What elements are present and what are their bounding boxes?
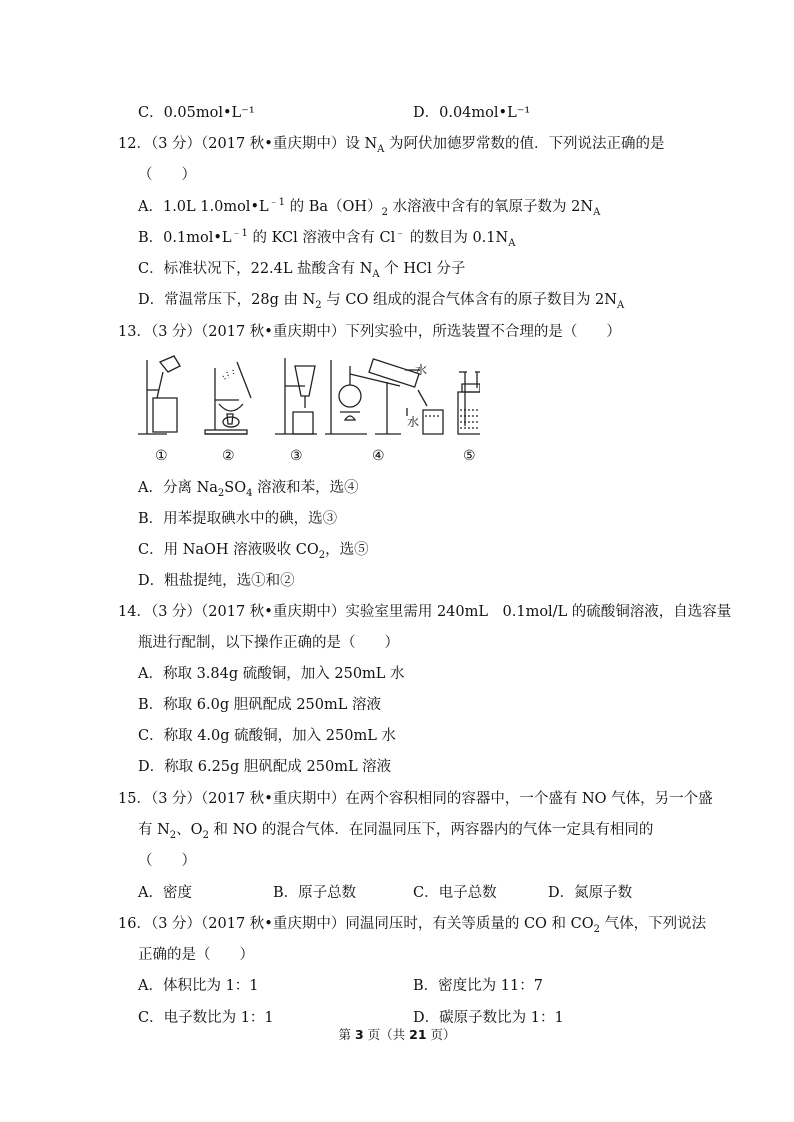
q14-option-b: B．称取 6.0g 胆矾配成 250mL 溶液 (138, 697, 381, 713)
q13-option-b: B．用苯提取碘水中的碘，选③ (138, 511, 338, 527)
apparatus-label-1: ① (155, 448, 168, 464)
page-footer: 第 3 页（共 21 页） (338, 1027, 456, 1042)
q12-option-a: A．1.0L $1.0mol•L^{﹣1}$ 的 $Ba(OH)_2$ 水溶液中含有的氧原子数为 $2N_A$ (138, 197, 601, 218)
water-outlet-label: 水 (415, 363, 428, 377)
q12-stem: 12．（3 分）（2017 秋•重庆期中）设 $N_A$ 为阿伏加德罗常数的值．下列说法正确的是 (118, 136, 665, 155)
q16-stem-line1: 16．（3 分）（2017 秋•重庆期中）同温同压时，有关等质量的 CO 和 $CO_2$ 气体，下列说法 (118, 916, 707, 935)
apparatus-3-separatory-funnel (275, 358, 317, 434)
q12-option-c: C．标准状况下，22.4L 盐酸含有 $N_A$ 个 HCl 分子 (138, 261, 466, 280)
q16-option-c: C．电子数比为 1：1 (138, 1010, 274, 1026)
q15-option-b: B．原子总数 (273, 885, 357, 901)
page-number: 3 (354, 1027, 364, 1042)
q12-option-b: B．$0.1mol•L^{﹣1}$ 的 KCl 溶液中含有 Cl﹣ 的数目为 $0.1N_A$ (138, 228, 516, 249)
q11-option-c: C．0.05mol•L⁻¹ (138, 105, 255, 121)
q11-option-d: D．0.04mol•L⁻¹ (413, 105, 531, 121)
q14-stem-line2: 瓶进行配制，以下操作正确的是（ ） (138, 635, 399, 651)
q15-stem-line1: 15．（3 分）（2017 秋•重庆期中）在两个容积相同的容器中，一个盛有 NO 气体，另一个盛 (118, 791, 713, 807)
q14-stem-line1: 14．（3 分）（2017 秋•重庆期中）实验室里需用 240mL 0.1mol/L 的硫酸铜溶液，自选容量 (118, 604, 732, 620)
q14-option-a: A．称取 3.84g 硫酸铜，加入 250mL 水 (138, 666, 405, 682)
page-total: 21 (409, 1027, 427, 1042)
q15-stem-line2: 有 $N_2$、$O_2$ 和 NO 的混合气体．在同温同压下，两容器内的气体一定具有相同的 (138, 822, 654, 841)
q13-stem: 13．（3 分）（2017 秋•重庆期中）下列实验中，所选装置不合理的是（ ） (118, 324, 621, 340)
q14-option-c: C．称取 4.0g 硫酸铜，加入 250mL 水 (138, 728, 396, 744)
apparatus-1-pouring (138, 356, 180, 434)
q16-option-a: A．体积比为 1：1 (138, 978, 259, 994)
q16-option-b: B．密度比为 11：7 (413, 978, 543, 994)
water-inlet-label: 水 (407, 415, 420, 429)
apparatus-label-5: ⑤ (463, 448, 476, 464)
q13-option-a: A．分离 $Na_2SO_4$ 溶液和苯，选④ (138, 480, 359, 499)
apparatus-5-gas-washing-bottle (458, 372, 480, 434)
q15-option-c: C．电子总数 (413, 885, 497, 901)
q12-answer-paren: （ ） (138, 167, 196, 183)
q15-answer-paren: （ ） (138, 853, 196, 869)
q14-option-d: D．称取 6.25g 胆矾配成 250mL 溶液 (138, 759, 392, 775)
q15-option-a: A．密度 (138, 885, 192, 901)
apparatus-label-3: ③ (290, 448, 303, 464)
apparatus-label-2: ② (222, 448, 235, 464)
q16-stem-line2: 正确的是（ ） (138, 947, 254, 963)
q13-option-c: C．用 NaOH 溶液吸收 $CO_2$，选⑤ (138, 542, 369, 561)
apparatus-figure (135, 352, 480, 467)
q13-option-d: D．粗盐提纯，选①和② (138, 573, 295, 589)
apparatus-label-4: ④ (372, 448, 385, 464)
q12-option-d: D．常温常压下，28g 由 $N_2$ 与 CO 组成的混合气体含有的原子数目为 $2N_A$ (138, 292, 625, 311)
q15-option-d: D．氮原子数 (548, 885, 633, 901)
apparatus-2-evaporation (205, 362, 251, 434)
q16-option-d: D．碳原子数比为 1：1 (413, 1010, 564, 1026)
